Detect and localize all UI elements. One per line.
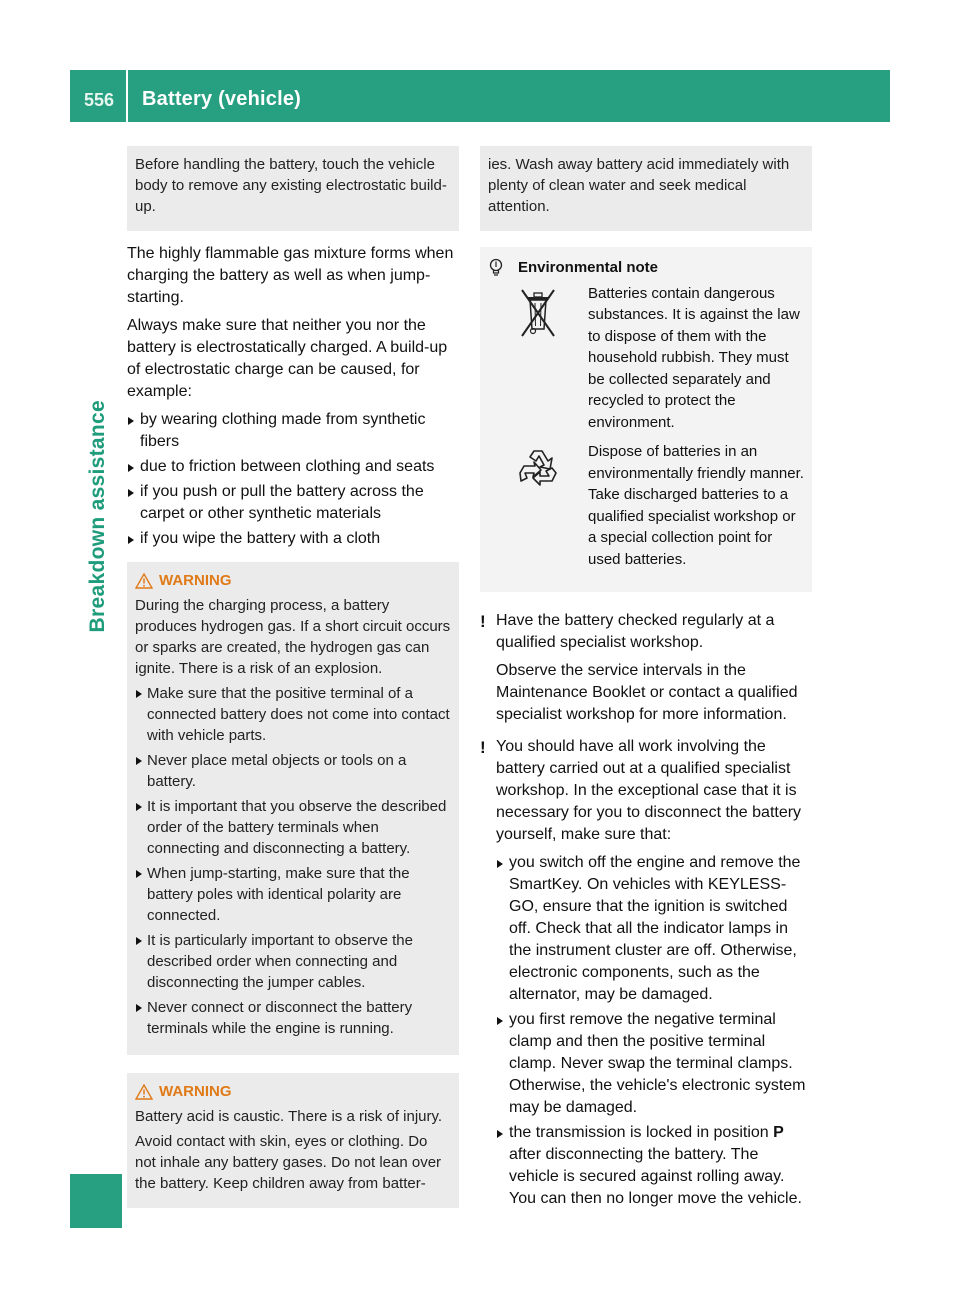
note-text: You should have all work involving the battery carried out at a qualified specialist workshop. In the exceptional case that it is necessary for you to disconnect the battery yourself, make sure that: <box>496 738 802 843</box>
env-title: Environmental note <box>518 259 659 276</box>
section-tab <box>70 1174 122 1228</box>
list-item: It is important that you observe the described order of the battery terminals when connecting and disconnecting a battery. <box>135 796 451 859</box>
warning-heading <box>135 570 451 591</box>
list-item <box>496 1122 812 1210</box>
caution-note-disconnect <box>480 736 812 1210</box>
warning-list <box>135 683 451 1039</box>
list-item: you switch off the engine and remove the SmartKey. On vehicles with KEYLESS-GO, ensure that the ignition is switched off. Check that all the indicator lamps in the instrument cluster are off. Otherwise, electronic components, such as the alternator, may be damaged. <box>496 852 812 1006</box>
env-heading <box>488 257 804 279</box>
left-column <box>127 146 459 1208</box>
lightbulb-icon <box>488 258 504 278</box>
caution-note-service <box>480 610 812 726</box>
list-item: due to friction between clothing and seats <box>127 456 459 478</box>
warning-intro: During the charging process, a battery produces hydrogen gas. If a short circuit occurs or sparks are created, the hydrogen gas can ignite. There is a risk of an explosion. <box>135 597 451 677</box>
disconnect-list <box>496 852 812 1210</box>
section-label: Breakdown assistance <box>86 400 109 633</box>
env-row-disposal <box>488 283 804 434</box>
env-text: Batteries contain dangerous substances. It is against the law to dispose of them with the household rubbish. They must be collected separately and recycled to protect the environment. <box>588 284 800 431</box>
note-text: Have the battery checked regularly at a qualified specialist workshop. <box>496 612 775 651</box>
list-item: When jump-starting, make sure that the battery poles with identical polarity are connected. <box>135 863 451 926</box>
page-number: 556 <box>84 90 115 110</box>
electrostatic-box <box>127 146 459 231</box>
paragraph: The highly flammable gas mixture forms when charging the battery as well as when jump-starting. <box>127 245 454 306</box>
list-item: if you wipe the battery with a cloth <box>127 528 459 550</box>
position-p: P <box>773 1124 784 1141</box>
cause-list <box>127 409 459 550</box>
warning-text: ies. Wash away battery acid immediately with plenty of clean water and seek medical attention. <box>488 156 790 215</box>
warning-triangle-icon <box>135 1084 153 1100</box>
paragraph: Always make sure that neither you nor the battery is electrostatically charged. A build-up of electrostatic charge can be caused, for example: <box>127 317 448 400</box>
list-item: Never connect or disconnect the battery terminals while the engine is running. <box>135 997 451 1039</box>
bullet-text: the transmission is locked in position <box>509 1124 774 1141</box>
warning-title: WARNING <box>159 572 232 589</box>
warning-box-acid <box>127 1073 459 1208</box>
bullet-text: after disconnecting the battery. The vehicle is secured against rolling away. You can then no longer move the vehicle. <box>509 1146 802 1207</box>
list-item: It is particularly important to observe the described order when connecting and disconnecting the jumper cables. <box>135 930 451 993</box>
list-item: by wearing clothing made from synthetic fibers <box>127 409 459 453</box>
exclamation-icon: ! <box>480 612 486 631</box>
environmental-note-box <box>480 247 812 592</box>
box-text: Before handling the battery, touch the vehicle body to remove any existing electrostatic build-up. <box>135 156 447 215</box>
warning-triangle-icon <box>135 573 153 589</box>
warning-text: Avoid contact with skin, eyes or clothing. Do not inhale any battery gases. Do not lean over the battery. Keep children away from batter- <box>135 1133 442 1192</box>
page-header <box>70 70 890 122</box>
warning-heading <box>135 1081 451 1102</box>
header-divider <box>126 70 128 122</box>
env-text: Dispose of batteries in an environmentally friendly manner. Take discharged batteries to a qualified specialist workshop or a special collection point for used batteries. <box>588 443 804 568</box>
note-text: Observe the service intervals in the Maintenance Booklet or contact a qualified specialist workshop for more information. <box>496 662 798 723</box>
warning-box-continued <box>480 146 812 231</box>
exclamation-icon: ! <box>480 738 486 757</box>
page-title: Battery (vehicle) <box>142 88 302 110</box>
list-item: if you push or pull the battery across the carpet or other synthetic materials <box>127 481 459 525</box>
warning-text: Battery acid is caustic. There is a risk of injury. <box>135 1108 443 1125</box>
list-item: you first remove the negative terminal clamp and then the positive terminal clamp. Never swap the terminal clamps. Otherwise, the vehicle's electronic system may be damaged. <box>496 1009 812 1119</box>
list-item: Make sure that the positive terminal of a connected battery does not come into contact with vehicle parts. <box>135 683 451 746</box>
crossed-bin-icon <box>519 287 557 339</box>
env-row-recycle <box>488 441 804 570</box>
right-column <box>480 146 812 1220</box>
warning-title: WARNING <box>159 1083 232 1100</box>
warning-box-explosion <box>127 562 459 1055</box>
recycle-icon <box>514 445 562 493</box>
list-item: Never place metal objects or tools on a battery. <box>135 750 451 792</box>
